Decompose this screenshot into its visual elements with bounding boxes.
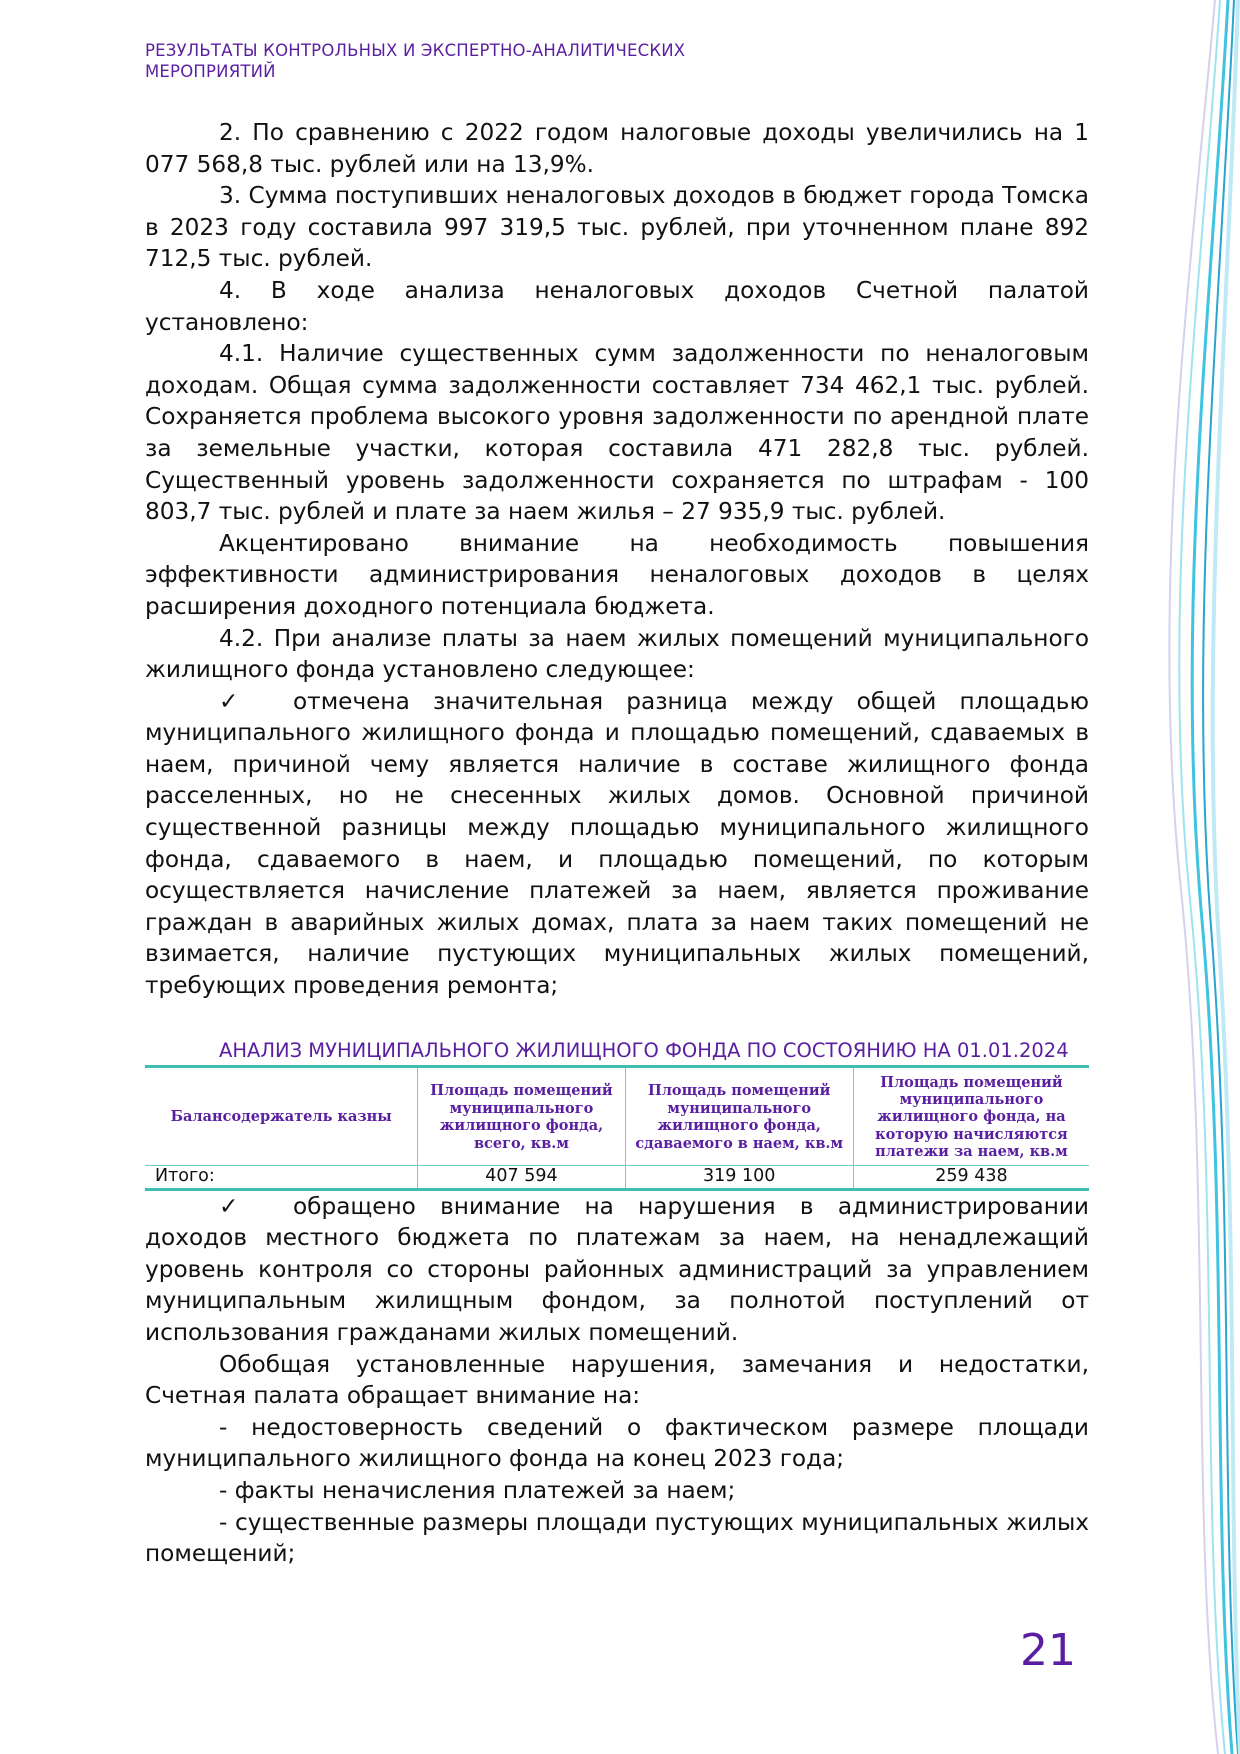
dash-item-3: - существенные размеры площади пустующих муниципальных жилых помещений; xyxy=(145,1508,1089,1568)
housing-fund-table xyxy=(145,1065,1089,1191)
table-cell-charged: 259 438 xyxy=(853,1165,1089,1189)
check-mark-icon: ✓ xyxy=(219,687,239,715)
paragraph-4: 4. В ходе анализа неналоговых доходов Счетной палатой установлено: xyxy=(145,276,1089,336)
dash-item-2: - факты неначисления платежей за наем; xyxy=(219,1477,736,1504)
table-cell-rented: 319 100 xyxy=(625,1165,853,1189)
running-header xyxy=(145,40,845,82)
dash-item-1: - недостоверность сведений о фактическом размере площади муниципального жилищного фонда на конец 2023 года; xyxy=(145,1413,1089,1473)
header-line-2: МЕРОПРИЯТИЙ xyxy=(145,62,276,81)
decorative-wave-ribbon xyxy=(1120,0,1240,1754)
paragraph-accent: Акцентировано внимание на необходимость повышения эффективности администрирования неналоговых доходов в целях расширения доходного потенциала бюджета. xyxy=(145,529,1089,620)
table-header-charged: Площадь помещений муниципального жилищного фонда, на которую начисляются платежи за наем, кв.м xyxy=(853,1066,1089,1165)
header-line-1: РЕЗУЛЬТАТЫ КОНТРОЛЬНЫХ И ЭКСПЕРТНО-АНАЛИТИЧЕСКИХ xyxy=(145,41,686,60)
check-item-1-text: отмечена значительная разница между общей площадью муниципального жилищного фонда и площадью помещений, сдаваемых в наем, причиной чему является наличие в составе жилищного фонда расселенных, но не снесенных жилых домов. Основной причиной существенной разницы между площадью муниципального жилищного фонда, сдаваемого в наем, и площадью помещений, по которым осуществляется начисление платежей за наем, является проживание граждан в аварийных жилых домах, плата за наем таких помещений не взимается, наличие пустующих муниципальных жилых помещений, требующих проведения ремонта; xyxy=(145,687,1089,1000)
paragraph-summary: Обобщая установленные нарушения, замечания и недостатки, Счетная палата обращает внимание на: xyxy=(145,1350,1089,1410)
table-cell-total: 407 594 xyxy=(418,1165,625,1189)
paragraph-4-1: 4.1. Наличие существенных сумм задолженности по неналоговым доходам. Общая сумма задолженности составляет 734 462,1 тыс. рублей. Сохраняется проблема высокого уровня задолженности по арендной плате за земельные участки, которая составила 471 282,8 тыс. рублей. Существенный уровень задолженности сохраняется по штрафам - 100 803,7 тыс. рублей и плате за наем жилья – 27 935,9 тыс. рублей. xyxy=(145,340,1089,526)
paragraph-3: 3. Сумма поступивших неналоговых доходов в бюджет города Томска в 2023 году составила 997 319,5 тыс. рублей, при уточненном плане 892 712,5 тыс. рублей. xyxy=(145,182,1089,273)
check-mark-icon: ✓ xyxy=(219,1192,239,1220)
table-row xyxy=(145,1165,1089,1189)
table-header-rented: Площадь помещений муниципального жилищного фонда, сдаваемого в наем, кв.м xyxy=(625,1066,853,1165)
check-item-2 xyxy=(145,1191,1089,1349)
table-header-total: Площадь помещений муниципального жилищного фонда, всего, кв.м xyxy=(418,1066,625,1165)
check-item-2-text: обращено внимание на нарушения в администрировании доходов местного бюджета по платежам за наем, на ненадлежащий уровень контроля со стороны районных администраций за управлением муниципальным жилищным фондом, за полнотой поступлений от использования гражданами жилых помещений. xyxy=(145,1192,1089,1347)
paragraph-4-2: 4.2. При анализе платы за наем жилых помещений муниципального жилищного фонда установлено следующее: xyxy=(145,624,1089,684)
table-header-row xyxy=(145,1066,1089,1165)
table-cell-label: Итого: xyxy=(145,1165,418,1189)
table-title: АНАЛИЗ МУНИЦИПАЛЬНОГО ЖИЛИЩНОГО ФОНДА ПО СОСТОЯНИЮ НА 01.01.2024 xyxy=(219,1038,1069,1062)
table-header-holder: Балансодержатель казны xyxy=(170,1108,392,1126)
check-item-1 xyxy=(145,686,1089,1002)
paragraph-2: 2. По сравнению с 2022 годом налоговые доходы увеличились на 1 077 568,8 тыс. рублей или на 13,9%. xyxy=(145,119,1089,178)
page-number: 21 xyxy=(1020,1625,1076,1676)
main-text xyxy=(145,117,1089,1570)
